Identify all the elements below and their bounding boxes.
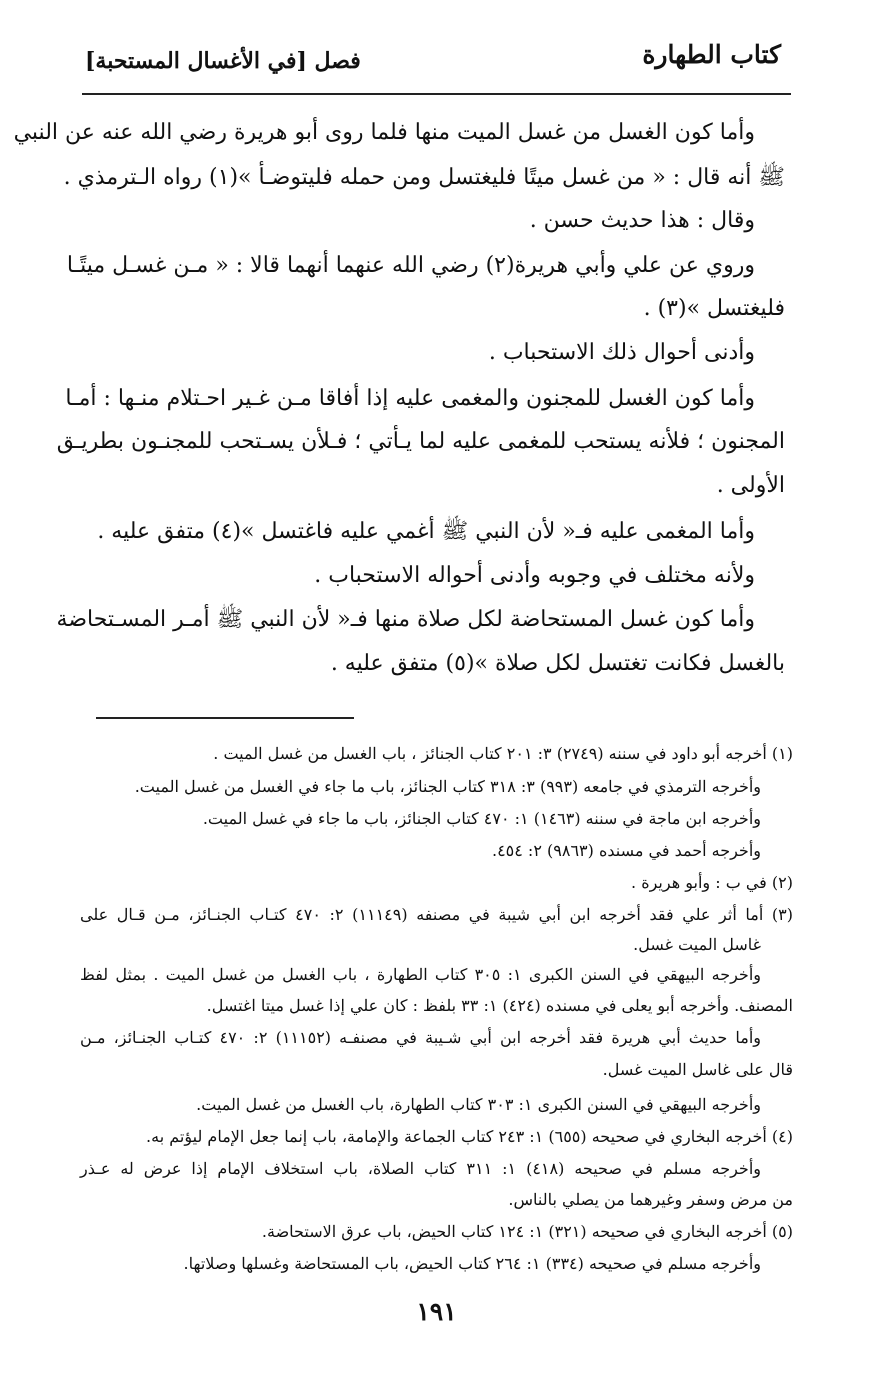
footnote-line: وأخرجه ابن ماجة في سننه (١٤٦٣) ١: ٤٧٠ كتاب الجنائز، باب ما جاء في غسل الميت.: [202, 809, 761, 828]
body-line: وأما كون الغسل من غسل الميت منها فلما روى أبو هريرة رضي الله عنه عن النبي: [13, 120, 755, 145]
footnote-line: وأخرجه أحمد في مسنده (٩٨٦٣) ٢: ٤٥٤.: [491, 841, 761, 860]
body-line: بالغسل فكانت تغتسل لكل صلاة »(٥) متفق عليه .: [330, 651, 785, 676]
header-rule: [82, 93, 791, 95]
page-number: ١٩١: [416, 1297, 457, 1326]
body-line: المجنون ؛ فلأنه يستحب للمغمى عليه لما يـأتي ؛ فـلأن يسـتحب للمجنـون بطريـق: [56, 429, 785, 454]
footnote-separator: [96, 717, 354, 719]
footnote-line: المصنف. وأخرجه أبو يعلى في مسنده (٤٢٤) ١: ٣٣ بلفظ : كان علي إذا غسل ميتا اغتسل.: [206, 996, 793, 1015]
footnote-line: (٥) أخرجه البخاري في صحيحه (٣٢١) ١: ١٢٤ كتاب الحيض، باب عرق الاستحاضة.: [261, 1222, 793, 1241]
body-line: الأولى .: [716, 473, 785, 498]
body-line: وأما كون غسل المستحاضة لكل صلاة منها فـ« لأن النبي ﷺ أمـر المسـتحاضة: [56, 607, 755, 632]
body-line: ولأنه مختلف في وجوبه وأدنى أحواله الاستحباب .: [314, 563, 755, 588]
footnote-line: (١) أخرجه أبو داود في سننه (٢٧٤٩) ٣: ٢٠١ كتاب الجنائز ، باب الغسل من غسل الميت .: [213, 744, 793, 763]
running-header-book-title: كتاب الطهارة: [642, 40, 781, 69]
footnote-line: وأخرجه الترمذي في جامعه (٩٩٣) ٣: ٣١٨ كتاب الجنائز، باب ما جاء في الغسل من غسل الميت.: [134, 777, 761, 796]
footnote-line: غاسل الميت غسل.: [633, 935, 761, 954]
body-line: وأما كون الغسل للمجنون والمغمى عليه إذا أفاقا مـن غـير احـتلام منـها : أمـا: [65, 386, 755, 411]
body-line: فليغتسل »(٣) .: [643, 296, 785, 321]
body-line: ﷺ أنه قال : « من غسل ميتًا فليغتسل ومن حمله فليتوضـأ »(١) رواه الـترمذي .: [63, 165, 785, 190]
running-header-section-title: فصل [في الأغسال المستحبة]: [85, 48, 361, 74]
footnote-line: وأخرجه البيهقي في السنن الكبرى ١: ٣٠٥ كتاب الطهارة ، باب الغسل من غسل الميت . بمثل لفظ: [80, 965, 761, 984]
body-line: وروي عن علي وأبي هريرة(٢) رضي الله عنهما أنهما قالا : « مـن غسـل ميتًـا: [66, 253, 755, 278]
footnote-line: وأخرجه مسلم في صحيحه (٤١٨) ١: ٣١١ كتاب الصلاة، باب استخلاف الإمام إذا عرض له عـذر: [80, 1159, 761, 1178]
footnote-line: (٢) في ب : وأبو هريرة .: [631, 873, 793, 892]
body-line: وأدنى أحوال ذلك الاستحباب .: [488, 340, 755, 365]
footnote-line: وأما حديث أبي هريرة فقد أخرجه ابن أبي شـيبة في مصنفـه (١١١٥٢) ٢: ٤٧٠ كتـاب الجنـائز، مـن: [80, 1028, 762, 1047]
footnote-line: وأخرجه البيهقي في السنن الكبرى ١: ٣٠٣ كتاب الطهارة، باب الغسل من غسل الميت.: [196, 1095, 761, 1114]
body-line: وقال : هذا حديث حسن .: [529, 208, 755, 233]
footnote-line: (٤) أخرجه البخاري في صحيحه (٦٥٥) ١: ٢٤٣ كتاب الجماعة والإمامة، باب إنما جعل الإمام ليؤتم به.: [146, 1127, 793, 1146]
footnote-line: قال على غاسل الميت غسل.: [602, 1060, 793, 1079]
footnote-line: وأخرجه مسلم في صحيحه (٣٣٤) ١: ٢٦٤ كتاب الحيض، باب المستحاضة وغسلها وصلاتها.: [183, 1254, 761, 1273]
footnote-line: من مرض وسفر وغيرهما من يصلي بالناس.: [508, 1190, 793, 1209]
footnote-line: (٣) أما أثر علي فقد أخرجه ابن أبي شيبة في مصنفه (١١١٤٩) ٢: ٤٧٠ كتـاب الجنـائز، مـن قـال على: [80, 905, 793, 924]
body-line: وأما المغمى عليه فـ« لأن النبي ﷺ أغمي عليه فاغتسل »(٤) متفق عليه .: [97, 519, 755, 544]
